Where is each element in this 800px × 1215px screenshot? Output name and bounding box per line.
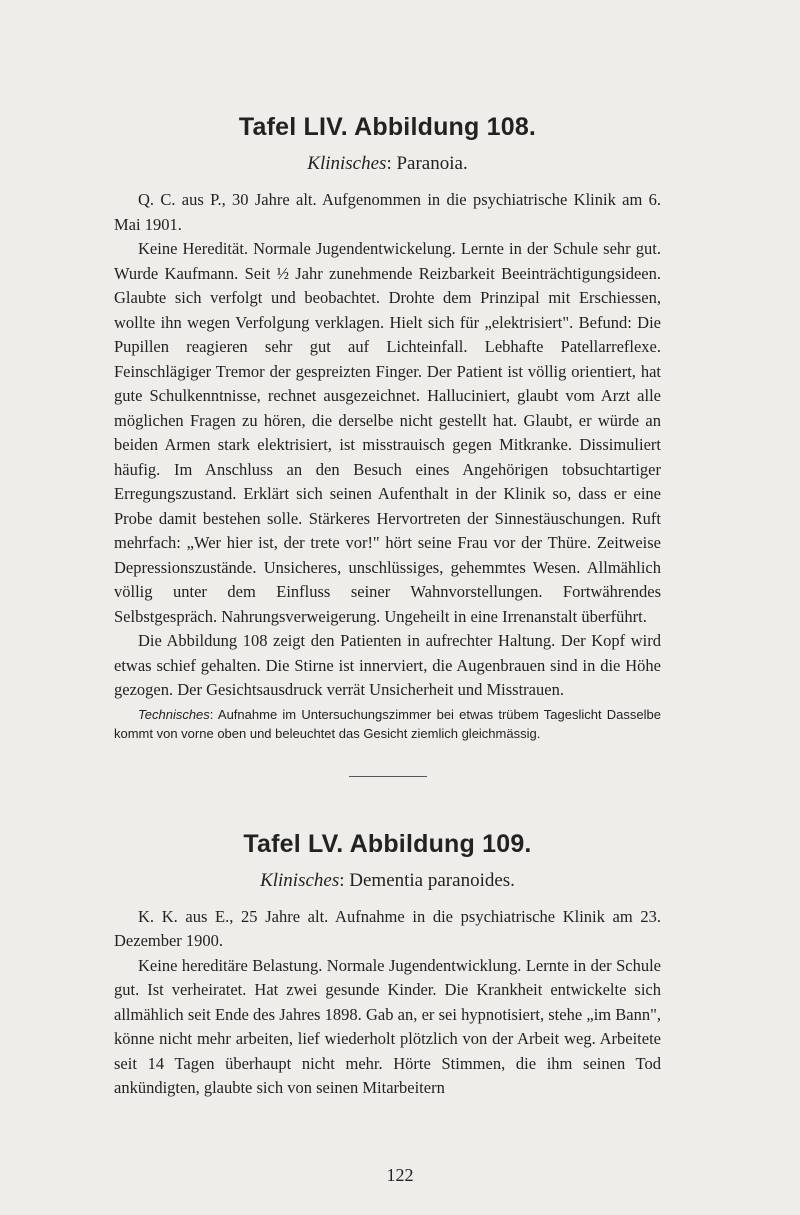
- paragraph: Die Abbildung 108 zeigt den Patienten in aufrechter Haltung. Der Kopf wird etwas schief gehalten. Die Stirne ist innerviert, die Augenbrauen sind in die Höhe gezogen. Der Gesichtsausdruck verrät Unsicherheit und Misstrauen.: [114, 631, 661, 699]
- section-abbildung-109: [114, 829, 661, 1101]
- caption-text: : Aufnahme im Untersuchungszimmer bei etwas trübem Tageslicht Dasselbe kommt von vorne oben und beleuchtet das Gesicht ziemlich gleichmässig.: [114, 706, 661, 741]
- section-title: Tafel LV. Abbildung 109.: [243, 829, 532, 858]
- paragraph: Keine hereditäre Belastung. Normale Jugendentwicklung. Lernte in der Schule gut. Ist verheiratet. Hat zwei gesunde Kinder. Die Krankheit entwickelte sich allmählich seit Ende des Jahres 1898. Gab an, er sei hypnotisiert, stehe „im Bann", könne nicht mehr arbeiten, lief wiederholt plötzlich von der Arbeit weg. Arbeitete seit 14 Tagen überhaupt nicht mehr. Hörte Stimmen, die ihm seinen Tod ankündigten, glaubte sich von seinen Mitarbeitern: [114, 955, 661, 1097]
- caption-label: Technisches: [138, 706, 210, 722]
- paragraph: Keine Heredität. Normale Jugendentwickelung. Lernte in der Schule sehr gut. Wurde Kaufmann. Seit ½ Jahr zunehmende Reizbarkeit Beeinträchtigungsideen. Glaubte sich verfolgt und beobachtet. Drohte dem Prinzipal mit Erschiessen, wollte ihn wegen Verfolgung verklagen. Hielt sich für „elektrisiert". Befund: Die Pupillen reagieren sehr gut auf Lichteinfall. Lebhafte Patellarreflexe. Feinschlägiger Tremor der gespreizten Finger. Der Patient ist völlig orientiert, hat gute Schulkenntnisse, rechnet ausgezeichnet. Halluciniert, glaubt vom Arzt alle möglichen Fragen zu hören, die derselbe nicht gestellt hat. Glaubt, er würde an beiden Armen stark elektrisiert, ist misstrauisch gegen Mitkranke. Dissimuliert häufig. Im Anschluss an den Besuch eines Angehörigen tobsuchtartiger Erregungszustand. Erklärt sich seinen Aufenthalt in der Klinik so, dass er eine Probe damit bestehen solle. Stärkeres Hervortreten der Sinnestäuschungen. Ruft mehrfach: „Wer hier ist, der trete vor!" hört seine Frau vor der Thüre. Zeitweise Depressionszustände. Unsicheres, unschlüssiges, gehemmtes Wesen. Allmählich völlig unter dem Einfluss seiner Wahnvorstellungen. Fortwährendes Selbstgespräch. Nahrungsverweigerung. Ungeheilt in eine Irrenanstalt überführt.: [114, 239, 661, 626]
- section-abbildung-108: [114, 112, 661, 743]
- paragraph: K. K. aus E., 25 Jahre alt. Aufnahme in die psychiatrische Klinik am 23. Dezember 1900.: [114, 906, 661, 950]
- subtitle-label: Klinisches: [307, 153, 387, 174]
- paragraph: Q. C. aus P., 30 Jahre alt. Aufgenommen in die psychiatrische Klinik am 6. Mai 1901.: [114, 190, 661, 234]
- page-number: 122: [386, 1165, 414, 1185]
- section-subtitle: [114, 869, 661, 893]
- section-title: Tafel LIV. Abbildung 108.: [238, 113, 537, 141]
- section-divider: [349, 776, 427, 777]
- subtitle-label: Klinisches: [260, 869, 340, 891]
- technical-note: [114, 705, 661, 743]
- subtitle-text: : Dementia paranoides.: [339, 869, 515, 891]
- subtitle-text: : Paranoia.: [386, 153, 468, 174]
- page-content: [114, 112, 661, 1101]
- section-subtitle: [114, 152, 661, 176]
